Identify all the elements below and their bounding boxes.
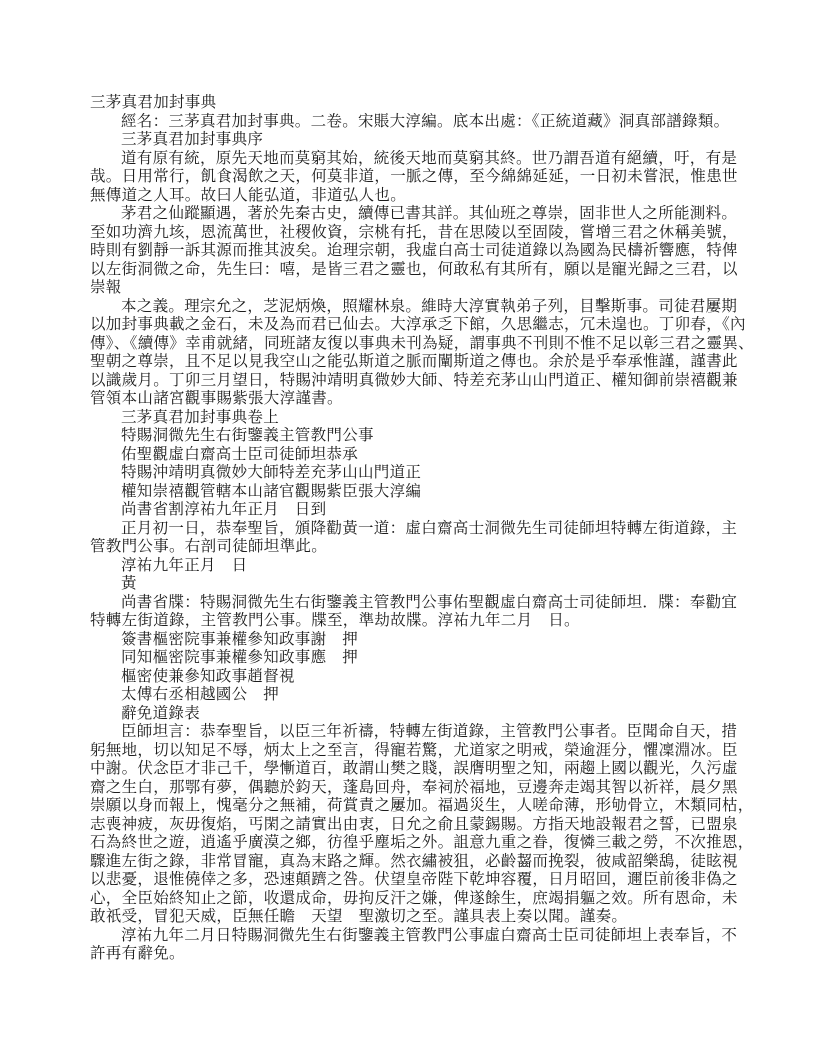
text-line: 本之義。理宗允之，芝泥炳煥，照耀林泉。維時大淳實執弟子列，目擊斯事。司徒君屢期 (121, 297, 738, 315)
text-line: 特賜洞微先生右街鑒義主管教門公事 (121, 427, 374, 444)
text-line: 中謝。伏念臣才非己千，學慚道百，敢謂山樊之賤，誤膺明聖之知，兩趨上國以觀光，久污虛 (90, 760, 738, 777)
text-line: 尚書省割淳祐九年正月 日到 (121, 501, 327, 518)
text-line: 黃 (121, 575, 137, 592)
text-line: 至如功濟九垓，恩流萬世，社稷攸資，宗桃有托，昔在思陵以至固陵，嘗增三君之休稱美號， (90, 223, 738, 241)
text-line: 經名：三茅真君加封事典。二卷。宋賬大淳編。底本出處：《正統道藏》洞真部譜錄類。 (121, 112, 730, 130)
text-line: 石為終世之遊，逍遙乎廣漠之鄉，彷徨乎塵垢之外。詛意九重之眷，復憐三載之勞，不次推恩， (90, 834, 754, 851)
text-line: 樞密使兼參知政事趙督視 (121, 667, 295, 685)
text-line: 驟進左街之錄，非常冒寵，真為末路之輝。然衣繡被狙，必齡齧而挽裂，彼咸韶樂鴰，徒眩視 (90, 852, 738, 870)
text-line: 三茅真君加封事典序 (121, 131, 264, 148)
text-line: 特轉左街道錄，主管教門公事。牒至，準劫故牒。淳祐九年二月 日。 (90, 612, 580, 629)
text-line: 尚書省牒：特賜洞微先生右街鑒義主管教門公事佑聖觀虛白齋高士司徒師坦．牒：奉勸宜 (121, 593, 738, 611)
text-line: 心，全臣始終知止之節，收還成命，毋拘反汗之嫌，俾遂餘生，庶竭捐軀之效。所有恩命，未 (90, 889, 738, 907)
text-line: 太傅右丞相越國公 押 (121, 686, 280, 703)
text-line: 躬無地，切以知足不辱，炳太上之至言，得寵若驚，尤道家之明戒，榮逾涯分，懼凜淵冰。臣 (90, 741, 738, 759)
text-line: 管教門公事。右剖司徒師坦準此。 (90, 538, 328, 555)
text-line: 以悲憂，退惟僥倖之多，恐速顛躋之咎。伏望皇帝陛下乾坤容覆，日月昭回，邇臣前後非偽之 (90, 871, 738, 888)
text-line: 許再有辭免。 (90, 945, 185, 962)
text-line: 茅君之仙蹤顯遇，著於先秦古史，續傳已書其詳。其仙班之尊崇，固非世人之所能測料。 (121, 205, 738, 222)
text-line: 臣師坦言：恭奉聖旨，以臣三年祈禱，特轉左街道錄，主管教門公事者。臣聞命自天，措 (121, 723, 738, 740)
text-line: 時則有劉靜一訴其源而推其波矣。迨理宗朝，我虛白高士司徒道錄以為國為民檮祈響應，特俾 (90, 242, 738, 259)
text-line: 辭免道錄表 (121, 704, 201, 722)
text-line: 志喪神疲，灰毋復焰，丐閑之請實出由衷，日允之俞且蒙錫賜。方指天地設報君之誓，已盟泉 (90, 815, 738, 833)
text-line: 淳祐九年二月日特賜洞微先生右街鑒義主管教門公事虛白齋高士臣司徒師坦上表奉旨，不 (121, 926, 738, 944)
text-line: 聖朝之尊崇，且不足以見我空山之能弘斯道之脈而闡斯道之傳也。余於是乎奉承惟謹，謹書此 (90, 353, 738, 370)
text-line: 敢祇受，冒犯天威，臣無任瞻 天望 聖激切之至。謹具表上奏以聞。謹奏。 (90, 908, 628, 925)
text-line: 特賜沖靖明真微妙大師特差充茅山山門道正 (121, 464, 422, 481)
text-line: 哉。日用常行，飢食渴飲之天，何莫非道，一脈之傳，至今綿綿延延，一日初未嘗泯，惟患世 (90, 168, 738, 185)
text-line: 淳祐九年正月 日 (121, 556, 248, 574)
text-line: 無傳道之人耳。故曰人能弘道，非道弘人也。 (90, 186, 407, 204)
text-line: 傳》、《續傳》幸甫就緒，同班諸友復以事典未刊為疑，謂事典不刊則不惟不足以彰三君之靈異、 (90, 334, 754, 352)
text-line: 齋之生白，那鄂有夢，偶聽於鈞天，蓬島回舟，奉祠於福地，豆邊奔走竭其智以祈祥，晨夕黑 (90, 778, 738, 796)
text-line: 權知崇禧觀管轄本山諸官觀賜紫臣張大淳編 (121, 482, 422, 500)
text-line: 以左街洞微之命，先生曰：嘻，是皆三君之靈也，何敢私有其所有，願以是寵光歸之三君，以 (90, 260, 738, 278)
text-line: 簽書樞密院事兼權參知政事謝 押 (121, 630, 359, 648)
text-line: 三茅真君加封事典卷上 (121, 408, 280, 426)
text-line: 三茅真君加封事典 (90, 94, 217, 111)
text-line: 以加封事典載之金石，未及為而君已仙去。大淳承乏下館，久思繼志，冗未遑也。丁卯春，《內 (90, 316, 746, 333)
text-line: 道有原有統，原先天地而莫窮其始，統後天地而莫窮其終。世乃謂吾道有絕續，吁，有是 (121, 149, 738, 167)
text-line: 崇願以身而報上，愧毫分之無補，荷賞責之屢加。福過災生，人嗟命薄，形劬骨立，木類同枯， (90, 797, 754, 814)
text-line: 同知樞密院事兼權參知政事應 押 (121, 649, 359, 666)
text-line: 崇報 (90, 279, 122, 296)
text-line: 佑聖觀虛白齋高士臣司徒師坦恭承 (121, 445, 359, 463)
text-body (90, 94, 754, 964)
text-line: 正月初一日，恭奉聖旨，頒降勸黃一道：虛白齋高士洞微先生司徒師坦特轉左街道錄，主 (121, 519, 738, 537)
text-line: 管領本山諸宮觀事賜紫張大淳謹書。 (90, 390, 343, 407)
text-line: 以識歲月。丁卯三月望日，特賜沖靖明真微妙大師、特差充茅山山門道正、權知御前崇禧觀兼 (90, 371, 738, 389)
